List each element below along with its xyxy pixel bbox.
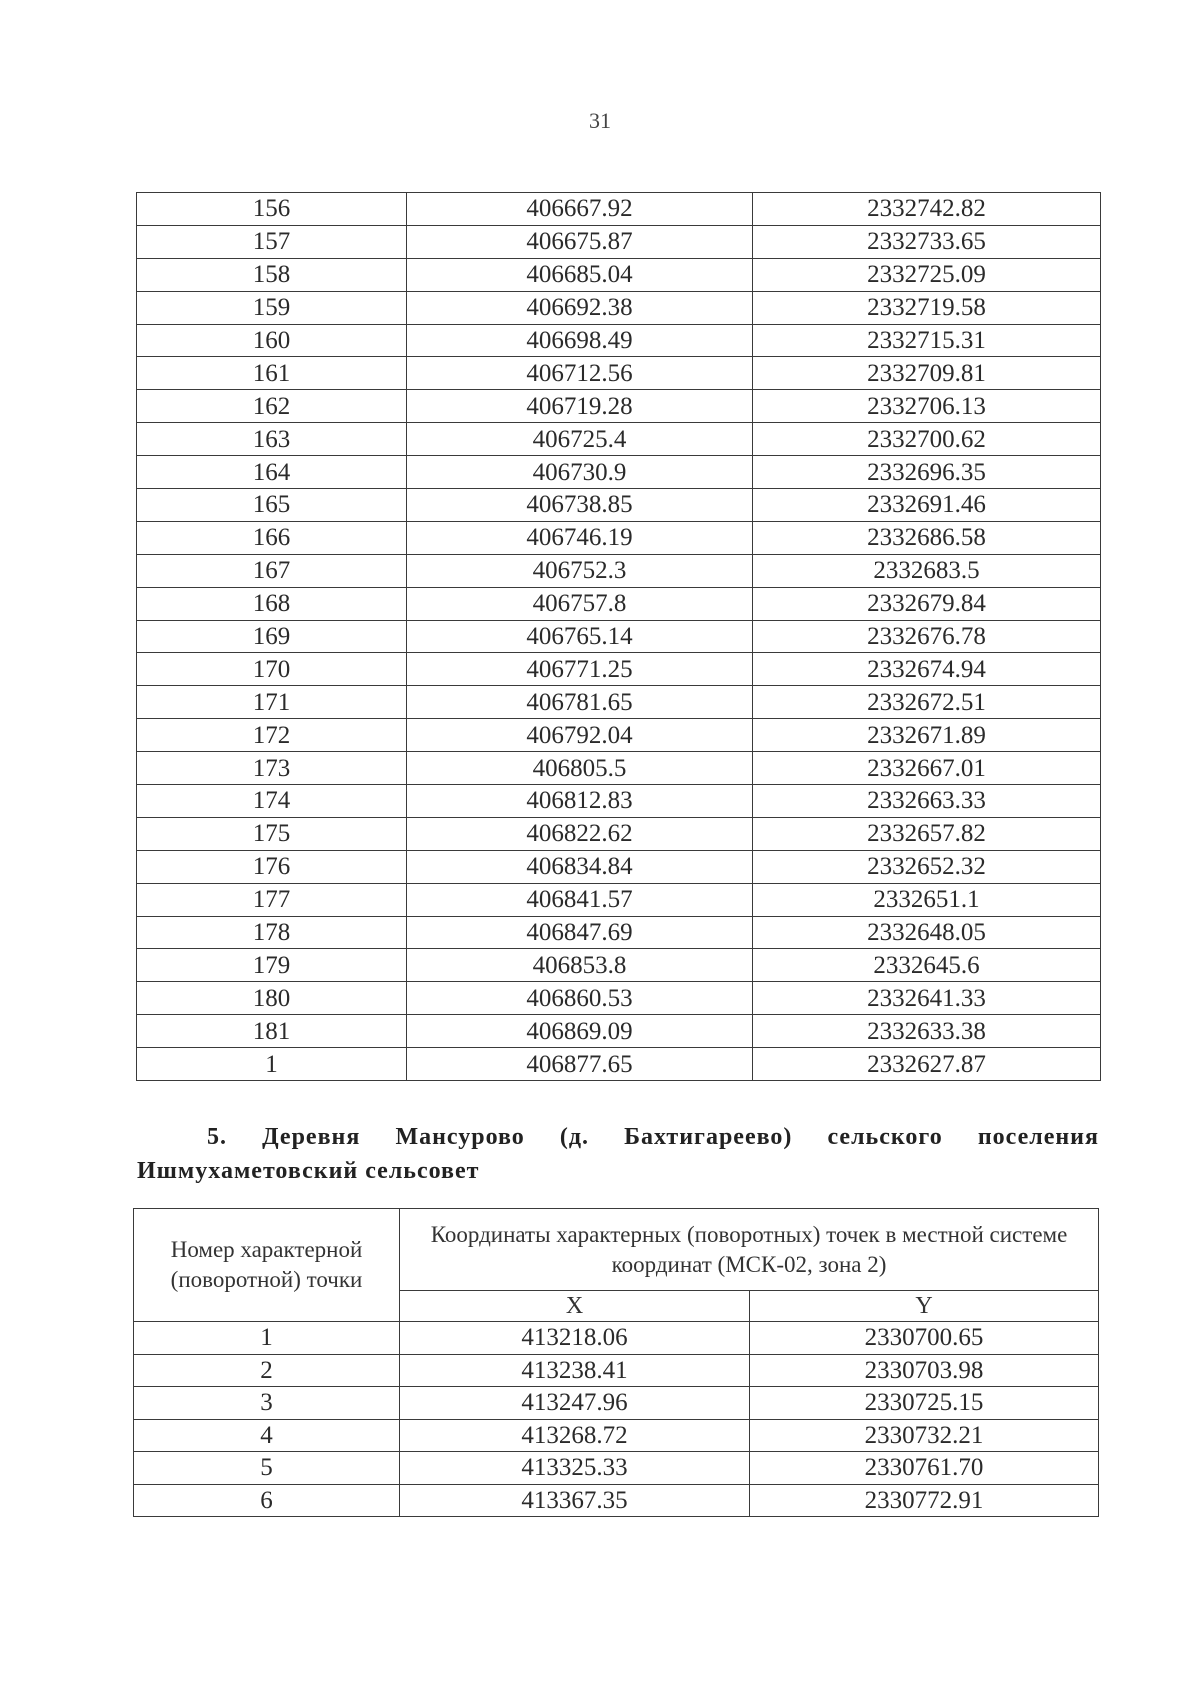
table-row xyxy=(134,1484,1099,1517)
coordinates-table-mansurovo xyxy=(133,1208,1099,1517)
x-coordinate-cell: 413218.06 xyxy=(400,1322,750,1355)
x-coordinate-cell: 406841.57 xyxy=(407,883,753,916)
table-row xyxy=(137,291,1101,324)
x-coordinate-cell: 406792.04 xyxy=(407,719,753,752)
y-coordinate-cell: 2332667.01 xyxy=(753,752,1101,785)
x-coordinate-cell: 413268.72 xyxy=(400,1419,750,1452)
point-number-cell: 158 xyxy=(137,258,407,291)
y-coordinate-cell: 2332633.38 xyxy=(753,1015,1101,1048)
x-coordinate-cell: 406834.84 xyxy=(407,850,753,883)
y-coordinate-cell: 2330725.15 xyxy=(750,1387,1099,1420)
table-row xyxy=(137,390,1101,423)
x-coordinate-cell: 406869.09 xyxy=(407,1015,753,1048)
table-row xyxy=(137,916,1101,949)
point-number-cell: 159 xyxy=(137,291,407,324)
x-coordinate-cell: 406771.25 xyxy=(407,653,753,686)
table-row xyxy=(137,785,1101,818)
x-coordinate-cell: 406712.56 xyxy=(407,357,753,390)
x-coordinate-cell: 406805.5 xyxy=(407,752,753,785)
x-coordinate-cell: 406719.28 xyxy=(407,390,753,423)
table-row xyxy=(137,1048,1101,1081)
table-row xyxy=(137,719,1101,752)
point-number-cell: 169 xyxy=(137,620,407,653)
point-number-cell: 166 xyxy=(137,521,407,554)
point-number-cell: 180 xyxy=(137,982,407,1015)
x-coordinate-cell: 406877.65 xyxy=(407,1048,753,1081)
table-row xyxy=(137,1015,1101,1048)
table-row xyxy=(137,686,1101,719)
table-row xyxy=(137,883,1101,916)
coordinates-table-body xyxy=(134,1322,1099,1517)
y-coordinate-cell: 2332657.82 xyxy=(753,817,1101,850)
point-number-cell: 156 xyxy=(137,193,407,226)
point-number-cell: 168 xyxy=(137,587,407,620)
table-row xyxy=(137,258,1101,291)
section-heading xyxy=(137,1120,1099,1188)
table-row xyxy=(134,1354,1099,1387)
point-number-cell: 181 xyxy=(137,1015,407,1048)
y-coordinate-cell: 2332671.89 xyxy=(753,719,1101,752)
x-coordinate-cell: 413367.35 xyxy=(400,1484,750,1517)
y-coordinate-cell: 2332706.13 xyxy=(753,390,1101,423)
point-number-cell: 1 xyxy=(137,1048,407,1081)
x-coordinate-cell: 406812.83 xyxy=(407,785,753,818)
y-coordinate-cell: 2332627.87 xyxy=(753,1048,1101,1081)
point-number-cell: 171 xyxy=(137,686,407,719)
point-number-cell: 178 xyxy=(137,916,407,949)
table-row xyxy=(137,982,1101,1015)
point-number-cell: 1 xyxy=(134,1322,400,1355)
x-coordinate-cell: 406781.65 xyxy=(407,686,753,719)
y-coordinate-cell: 2332651.1 xyxy=(753,883,1101,916)
table-row xyxy=(137,521,1101,554)
point-number-cell: 179 xyxy=(137,949,407,982)
x-coordinate-cell: 406853.8 xyxy=(407,949,753,982)
x-coordinate-cell: 413325.33 xyxy=(400,1452,750,1485)
y-coordinate-cell: 2332679.84 xyxy=(753,587,1101,620)
header-x: X xyxy=(400,1291,750,1322)
y-coordinate-cell: 2332691.46 xyxy=(753,489,1101,522)
table-row xyxy=(137,554,1101,587)
point-number-cell: 160 xyxy=(137,324,407,357)
x-coordinate-cell: 406667.92 xyxy=(407,193,753,226)
point-number-cell: 170 xyxy=(137,653,407,686)
table-row xyxy=(137,357,1101,390)
table-header xyxy=(134,1209,1099,1322)
point-number-cell: 162 xyxy=(137,390,407,423)
y-coordinate-cell: 2330761.70 xyxy=(750,1452,1099,1485)
x-coordinate-cell: 406746.19 xyxy=(407,521,753,554)
y-coordinate-cell: 2332696.35 xyxy=(753,456,1101,489)
x-coordinate-cell: 406757.8 xyxy=(407,587,753,620)
point-number-cell: 172 xyxy=(137,719,407,752)
y-coordinate-cell: 2332700.62 xyxy=(753,423,1101,456)
header-coordinates: Координаты характерных (поворотных) точек в местной системе координат (МСК-02, зона 2) xyxy=(400,1209,1099,1291)
x-coordinate-cell: 413238.41 xyxy=(400,1354,750,1387)
y-coordinate-cell: 2332663.33 xyxy=(753,785,1101,818)
x-coordinate-cell: 406752.3 xyxy=(407,554,753,587)
x-coordinate-cell: 406765.14 xyxy=(407,620,753,653)
header-point-number: Номер характерной (поворотной) точки xyxy=(134,1209,400,1322)
table-row xyxy=(137,456,1101,489)
y-coordinate-cell: 2332733.65 xyxy=(753,225,1101,258)
section-heading-line1: 5. Деревня Мансурово (д. Бахтигареево) сельского поселения xyxy=(207,1124,1099,1150)
x-coordinate-cell: 406675.87 xyxy=(407,225,753,258)
point-number-cell: 176 xyxy=(137,850,407,883)
y-coordinate-cell: 2332641.33 xyxy=(753,982,1101,1015)
y-coordinate-cell: 2332725.09 xyxy=(753,258,1101,291)
table-row xyxy=(137,587,1101,620)
table-row xyxy=(137,752,1101,785)
y-coordinate-cell: 2332652.32 xyxy=(753,850,1101,883)
table-row xyxy=(137,324,1101,357)
x-coordinate-cell: 406730.9 xyxy=(407,456,753,489)
table-row xyxy=(137,423,1101,456)
header-y: Y xyxy=(750,1291,1099,1322)
table-row xyxy=(137,620,1101,653)
y-coordinate-cell: 2332686.58 xyxy=(753,521,1101,554)
point-number-cell: 174 xyxy=(137,785,407,818)
y-coordinate-cell: 2330772.91 xyxy=(750,1484,1099,1517)
y-coordinate-cell: 2332645.6 xyxy=(753,949,1101,982)
y-coordinate-cell: 2332719.58 xyxy=(753,291,1101,324)
table-row xyxy=(134,1452,1099,1485)
y-coordinate-cell: 2332648.05 xyxy=(753,916,1101,949)
y-coordinate-cell: 2332676.78 xyxy=(753,620,1101,653)
x-coordinate-cell: 406847.69 xyxy=(407,916,753,949)
y-coordinate-cell: 2330700.65 xyxy=(750,1322,1099,1355)
table-row xyxy=(137,489,1101,522)
table-row xyxy=(137,225,1101,258)
page-number: 31 xyxy=(589,108,611,133)
x-coordinate-cell: 406860.53 xyxy=(407,982,753,1015)
point-number-cell: 165 xyxy=(137,489,407,522)
coordinates-table-continued xyxy=(136,192,1101,1081)
coordinates-table-body xyxy=(137,193,1101,1081)
table-row xyxy=(137,193,1101,226)
y-coordinate-cell: 2330703.98 xyxy=(750,1354,1099,1387)
table-row xyxy=(134,1387,1099,1420)
x-coordinate-cell: 406738.85 xyxy=(407,489,753,522)
x-coordinate-cell: 413247.96 xyxy=(400,1387,750,1420)
x-coordinate-cell: 406725.4 xyxy=(407,423,753,456)
y-coordinate-cell: 2332683.5 xyxy=(753,554,1101,587)
x-coordinate-cell: 406698.49 xyxy=(407,324,753,357)
table-row xyxy=(137,850,1101,883)
x-coordinate-cell: 406822.62 xyxy=(407,817,753,850)
y-coordinate-cell: 2332709.81 xyxy=(753,357,1101,390)
point-number-cell: 175 xyxy=(137,817,407,850)
x-coordinate-cell: 406685.04 xyxy=(407,258,753,291)
point-number-cell: 5 xyxy=(134,1452,400,1485)
point-number-cell: 164 xyxy=(137,456,407,489)
point-number-cell: 167 xyxy=(137,554,407,587)
point-number-cell: 2 xyxy=(134,1354,400,1387)
y-coordinate-cell: 2332672.51 xyxy=(753,686,1101,719)
table-row xyxy=(137,817,1101,850)
point-number-cell: 3 xyxy=(134,1387,400,1420)
table-row xyxy=(137,949,1101,982)
y-coordinate-cell: 2332742.82 xyxy=(753,193,1101,226)
y-coordinate-cell: 2330732.21 xyxy=(750,1419,1099,1452)
table-row xyxy=(134,1322,1099,1355)
point-number-cell: 163 xyxy=(137,423,407,456)
x-coordinate-cell: 406692.38 xyxy=(407,291,753,324)
point-number-cell: 173 xyxy=(137,752,407,785)
point-number-cell: 161 xyxy=(137,357,407,390)
y-coordinate-cell: 2332715.31 xyxy=(753,324,1101,357)
point-number-cell: 157 xyxy=(137,225,407,258)
section-heading-line2: Ишмухаметовский сельсовет xyxy=(137,1158,480,1184)
point-number-cell: 177 xyxy=(137,883,407,916)
table-row xyxy=(134,1419,1099,1452)
y-coordinate-cell: 2332674.94 xyxy=(753,653,1101,686)
point-number-cell: 4 xyxy=(134,1419,400,1452)
table-row xyxy=(137,653,1101,686)
point-number-cell: 6 xyxy=(134,1484,400,1517)
